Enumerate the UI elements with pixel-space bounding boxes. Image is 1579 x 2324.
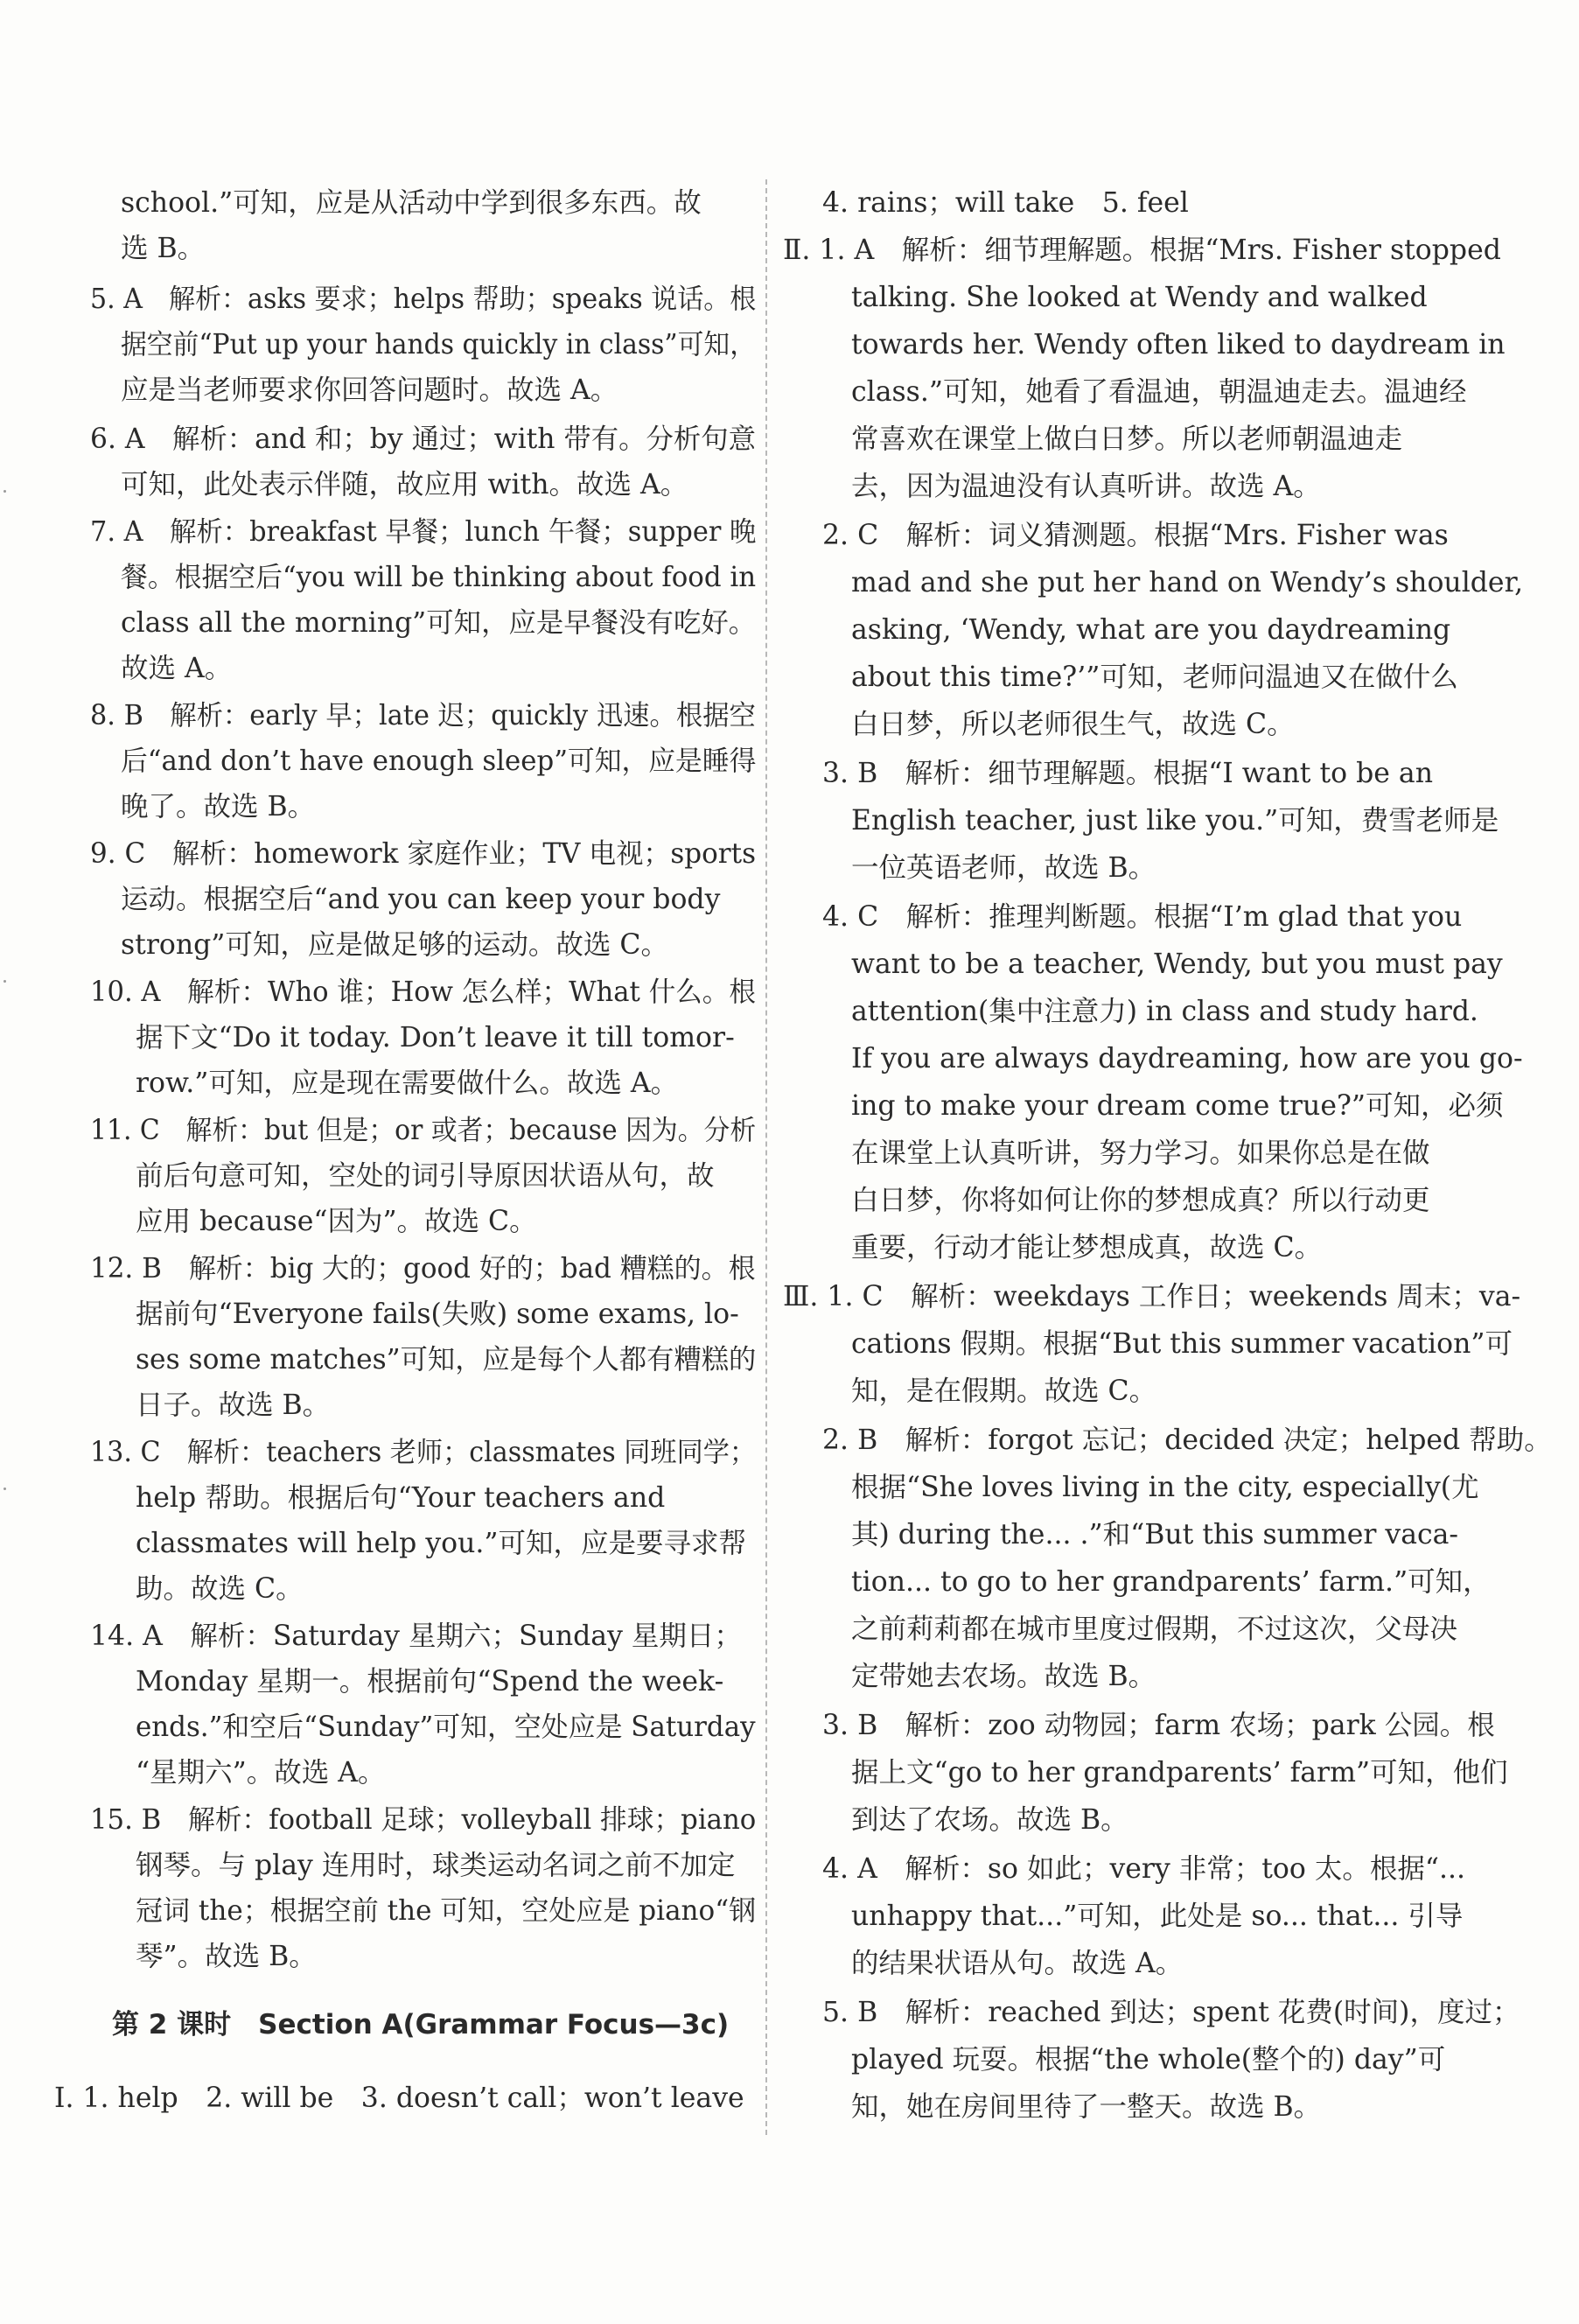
text-line: 15. B 解析：football 足球；volleyball 排球；piano	[90, 1804, 757, 1836]
text-line: 白日梦，所以老师很生气，故选 C。	[851, 709, 1295, 740]
text-line: 琴”。故选 B。	[136, 1941, 317, 1972]
text-line: 据前句“Everyone fails(失败) some exams, lo-	[136, 1298, 739, 1330]
text-line: 7. A 解析：breakfast 早餐；lunch 午餐；supper 晚	[90, 516, 757, 548]
text-line: 应是当老师要求你回答问题时。故选 A。	[121, 374, 618, 406]
text-line: Ⅲ. 1. C 解析：weekdays 工作日；weekends 周末；va-	[783, 1281, 1521, 1312]
text-line: 后“and don’t have enough sleep”可知，应是睡得	[121, 746, 757, 777]
text-line: about this time?’”可知，老师问温迪又在做什么	[851, 662, 1458, 693]
section-heading: 第 2 课时 Section A(Grammar Focus—3c)	[112, 2009, 730, 2040]
text-line: 11. C 解析：but 但是；or 或者；because 因为。分析	[90, 1115, 757, 1146]
text-line: 选 B。	[121, 233, 206, 264]
binding-mark	[3, 980, 6, 983]
text-line: 6. A 解析：and 和；by 通过；with 带有。分析句意	[90, 424, 757, 455]
text-line: unhappy that...”可知，此处是 so... that... 引导	[851, 1900, 1464, 1932]
text-line: 常喜欢在课堂上做白日梦。所以老师朝温迪走	[851, 424, 1403, 455]
text-line: 知，她在房间里待了一整天。故选 B。	[851, 2091, 1322, 2123]
text-line: 定带她去农场。故选 B。	[851, 1661, 1156, 1692]
text-line: want to be a teacher, Wendy, but you must pay	[851, 948, 1503, 980]
text-line: 根据“She loves living in the city, especially(尤	[851, 1472, 1479, 1503]
text-line: 在课堂上认真听讲，努力学习。如果你总是在做	[851, 1138, 1430, 1169]
text-line: cations 假期。根据“But this summer vacation”可	[851, 1328, 1513, 1360]
section-answers: Ⅰ. 1. help 2. will be 3. doesn’t call；won’t leave	[54, 2082, 744, 2114]
text-line: “星期六”。故选 A。	[136, 1757, 386, 1788]
text-line: 可知，此处表示伴随，故应用 with。故选 A。	[121, 469, 688, 500]
text-line: 白日梦，你将如何让你的梦想成真？所以行动更	[851, 1185, 1430, 1216]
text-line: 其) during the... .”和“But this summer vaca-	[851, 1519, 1459, 1550]
text-line: class.”可知，她看了看温迪，朝温迪走去。温迪经	[851, 376, 1467, 408]
text-line: 据下文“Do it today. Don’t leave it till tomor-	[136, 1022, 735, 1054]
binding-mark	[3, 1488, 6, 1490]
text-line: 14. A 解析：Saturday 星期六；Sunday 星期日；	[90, 1620, 742, 1652]
text-line: 10. A 解析：Who 谁；How 怎么样；What 什么。根	[90, 976, 757, 1008]
text-line: classmates will help you.”可知，应是要寻求帮	[136, 1528, 746, 1559]
text-line: 餐。根据空后“you will be thinking about food in	[121, 562, 757, 593]
text-line: 钢琴。与 play 连用时，球类运动名词之前不加定	[136, 1850, 736, 1881]
text-line: talking. She looked at Wendy and walked	[851, 282, 1428, 313]
text-line: 8. B 解析：early 早；late 迟；quickly 迅速。根据空	[90, 700, 756, 732]
text-line: 13. C 解析：teachers 老师；classmates 同班同学；	[90, 1437, 757, 1468]
text-line: 4. C 解析：推理判断题。根据“I’m glad that you	[822, 901, 1463, 933]
text-line: 一位英语老师，故选 B。	[851, 852, 1156, 884]
column-divider	[765, 179, 767, 2135]
text-line: school.”可知，应是从活动中学到很多东西。故	[121, 187, 702, 219]
text-line: 4. A 解析：so 如此；very 非常；too 太。根据“...	[822, 1853, 1466, 1885]
text-line: 3. B 解析：zoo 动物园；farm 农场；park 公园。根	[822, 1710, 1495, 1741]
text-line: 4. rains；will take 5. feel	[822, 187, 1189, 219]
text-line: asking, ‘Wendy, what are you daydreaming	[851, 614, 1451, 646]
text-line: 之前莉莉都在城市里度过假期，不过这次，父母决	[851, 1614, 1458, 1645]
text-line: 去，因为温迪没有认真听讲。故选 A。	[851, 471, 1321, 502]
text-line: English teacher, just like you.”可知，费雪老师是	[851, 805, 1499, 836]
text-line: 前后句意可知，空处的词引导原因状语从句，故	[136, 1160, 715, 1192]
text-line: 知，是在假期。故选 C。	[851, 1376, 1157, 1407]
text-line: tion... to go to her grandparents’ farm.”可知，	[851, 1566, 1491, 1598]
text-line: Ⅱ. 1. A 解析：细节理解题。根据“Mrs. Fisher stopped	[783, 234, 1501, 266]
text-line: If you are always daydreaming, how are you go-	[851, 1043, 1523, 1074]
text-line: ing to make your dream come true?”可知，必须	[851, 1090, 1504, 1122]
text-line: played 玩耍。根据“the whole(整个的) day”可	[851, 2044, 1446, 2076]
text-line: 3. B 解析：细节理解题。根据“I want to be an	[822, 758, 1434, 789]
text-line: class all the morning”可知，应是早餐没有吃好。	[121, 607, 757, 639]
text-line: 12. B 解析：big 大的；good 好的；bad 糟糕的。根	[90, 1253, 756, 1284]
text-line: 5. B 解析：reached 到达；spent 花费(时间)，度过；	[822, 1997, 1520, 2028]
text-line: 日子。故选 B。	[136, 1390, 331, 1421]
text-line: 2. C 解析：词义猜测题。根据“Mrs. Fisher was	[822, 520, 1449, 551]
text-line: ses some matches”可知，应是每个人都有糟糕的	[136, 1344, 757, 1376]
text-line: row.”可知，应是现在需要做什么。故选 A。	[136, 1068, 679, 1099]
text-line: 冠词 the；根据空前 the 可知，空处应是 piano“钢	[136, 1895, 757, 1927]
text-line: ends.”和空后“Sunday”可知，空处应是 Saturday	[136, 1712, 756, 1743]
binding-mark	[3, 490, 6, 493]
text-line: strong”可知，应是做足够的运动。故选 C。	[121, 929, 669, 961]
text-line: 到达了农场。故选 B。	[851, 1804, 1128, 1836]
text-line: 重要，行动才能让梦想成真，故选 C。	[851, 1232, 1323, 1264]
text-line: 运动。根据空后“and you can keep your body	[121, 884, 721, 915]
text-line: 2. B 解析：forgot 忘记；decided 决定；helped 帮助。	[822, 1424, 1552, 1456]
text-line: 故选 A。	[121, 653, 233, 684]
text-line: mad and she put her hand on Wendy’s shoulder,	[851, 567, 1524, 598]
text-line: 据上文“go to her grandparents’ farm”可知，他们	[851, 1757, 1508, 1788]
text-line: 助。故选 C。	[136, 1573, 304, 1605]
text-line: 9. C 解析：homework 家庭作业；TV 电视；sports	[90, 838, 756, 870]
text-line: towards her. Wendy often liked to daydream in	[851, 329, 1506, 360]
text-line: 的结果状语从句。故选 A。	[851, 1948, 1184, 1979]
text-line: 据空前“Put up your hands quickly in class”可知，	[121, 329, 756, 360]
text-line: Monday 星期一。根据前句“Spend the week-	[136, 1666, 724, 1698]
text-line: help 帮助。根据后句“Your teachers and	[136, 1482, 666, 1514]
text-line: 应用 because“因为”。故选 C。	[136, 1206, 537, 1237]
text-line: attention(集中注意力) in class and study hard.	[851, 996, 1478, 1027]
text-line: 晚了。故选 B。	[121, 791, 316, 822]
text-line: 5. A 解析：asks 要求；helps 帮助；speaks 说话。根	[90, 284, 757, 315]
